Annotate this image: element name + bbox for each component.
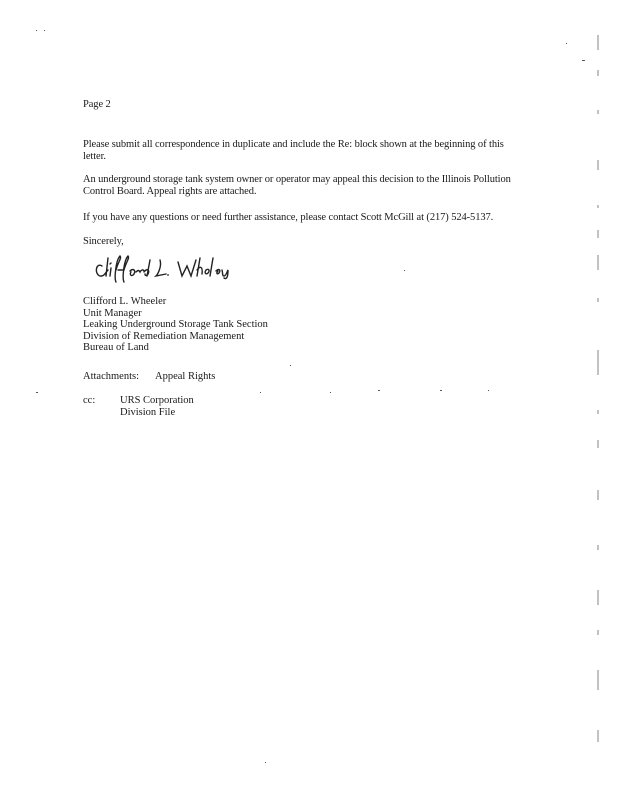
scan-speck <box>566 43 567 44</box>
paragraph-contact: If you have any questions or need further assistance, please contact Scott McGill at (217) 524-5137. <box>83 212 494 223</box>
cc-recipient: URS Corporation <box>120 395 194 406</box>
paragraph-appeal: An underground storage tank system owner or operator may appeal this decision to the Illinois Pollution Control Board. Appeal rights are attached. <box>83 174 511 197</box>
cc-label: cc: <box>83 395 96 406</box>
scan-speck <box>265 762 266 763</box>
handwritten-signature <box>92 252 252 284</box>
signatory-section: Leaking Underground Storage Tank Section <box>83 319 268 330</box>
scan-speck <box>330 392 331 393</box>
scan-speck <box>488 390 489 391</box>
attachments-line <box>83 371 215 382</box>
attachments-label: Attachments: <box>83 371 139 382</box>
signatory-bureau: Bureau of Land <box>83 342 149 353</box>
page-number-label: Page 2 <box>83 99 111 110</box>
scan-speck <box>404 270 405 271</box>
closing-salutation: Sincerely, <box>83 236 124 247</box>
signatory-division: Division of Remediation Management <box>83 330 245 342</box>
signatory-name: Clifford L. Wheeler <box>83 296 167 307</box>
scan-speck <box>378 390 380 391</box>
scan-edge-marks <box>596 30 600 750</box>
cc-recipient: Division File <box>120 407 176 418</box>
scan-speck <box>290 365 291 366</box>
attachments-value: Appeal Rights <box>155 371 216 382</box>
signature-block <box>83 296 268 354</box>
scan-speck <box>36 30 37 31</box>
scan-speck <box>582 60 585 61</box>
cc-recipients <box>120 395 194 419</box>
signatory-title: Unit Manager <box>83 307 142 319</box>
scan-speck <box>260 392 261 393</box>
scan-speck <box>440 390 442 391</box>
paragraph-correspondence: Please submit all correspondence in duplicate and include the Re: block shown at the beginning of this letter. <box>83 139 504 162</box>
scan-speck <box>44 30 45 31</box>
scan-speck <box>36 392 38 393</box>
